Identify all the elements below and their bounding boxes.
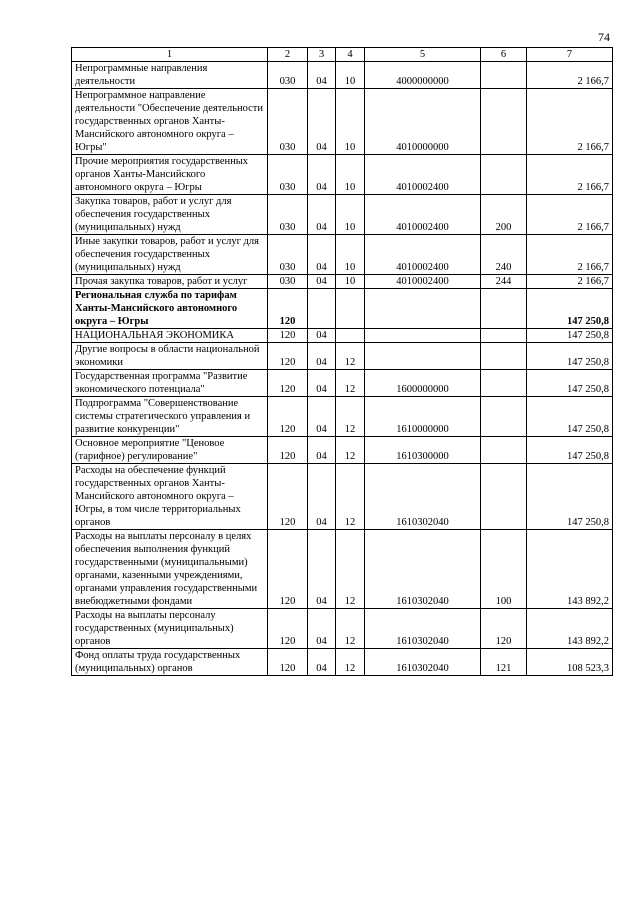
row-expense-type: [481, 89, 527, 155]
row-section-code: 04: [308, 609, 336, 649]
row-name: Иные закупки товаров, работ и услуг для обеспечения государственных (муниципальных) нужд: [72, 235, 268, 275]
budget-table: [71, 47, 613, 676]
row-name: Региональная служба по тарифам Ханты-Мансийского автономного округа – Югры: [72, 289, 268, 329]
row-section-code: 04: [308, 89, 336, 155]
row-expense-type: [481, 343, 527, 370]
row-section-code: 04: [308, 343, 336, 370]
row-amount: 147 250,8: [527, 329, 613, 343]
row-target-item: 4010002400: [365, 155, 481, 195]
table-row: [72, 397, 613, 437]
row-target-item: 4010002400: [365, 235, 481, 275]
row-ministry-code: 120: [268, 609, 308, 649]
row-section-code: 04: [308, 155, 336, 195]
row-ministry-code: 030: [268, 235, 308, 275]
header-row: [72, 48, 613, 62]
row-subsection-code: [336, 329, 365, 343]
row-target-item: 4010002400: [365, 195, 481, 235]
row-section-code: 04: [308, 62, 336, 89]
row-subsection-code: 12: [336, 649, 365, 676]
row-expense-type: 121: [481, 649, 527, 676]
row-expense-type: [481, 464, 527, 530]
row-target-item: 4010002400: [365, 275, 481, 289]
row-expense-type: 244: [481, 275, 527, 289]
row-subsection-code: 10: [336, 195, 365, 235]
row-target-item: 1610302040: [365, 530, 481, 609]
row-ministry-code: 120: [268, 289, 308, 329]
table-row: [72, 275, 613, 289]
table-row: [72, 195, 613, 235]
row-section-code: 04: [308, 464, 336, 530]
table-row: [72, 609, 613, 649]
row-ministry-code: 120: [268, 397, 308, 437]
row-amount: 147 250,8: [527, 343, 613, 370]
row-expense-type: [481, 155, 527, 195]
row-amount: 108 523,3: [527, 649, 613, 676]
row-target-item: 4010000000: [365, 89, 481, 155]
table-row: [72, 155, 613, 195]
row-target-item: 1600000000: [365, 370, 481, 397]
row-expense-type: [481, 370, 527, 397]
row-subsection-code: 10: [336, 235, 365, 275]
row-name: Расходы на выплаты персоналу государственных (муниципальных) органов: [72, 609, 268, 649]
row-section-code: 04: [308, 437, 336, 464]
table-row: [72, 343, 613, 370]
row-ministry-code: 030: [268, 195, 308, 235]
row-name: Фонд оплаты труда государственных (муниципальных) органов: [72, 649, 268, 676]
col-header-4: 4: [336, 48, 365, 62]
row-section-code: 04: [308, 530, 336, 609]
row-section-code: 04: [308, 275, 336, 289]
table-row: [72, 62, 613, 89]
row-section-code: 04: [308, 370, 336, 397]
row-target-item: [365, 329, 481, 343]
table-row: [72, 530, 613, 609]
row-ministry-code: 030: [268, 89, 308, 155]
row-section-code: 04: [308, 397, 336, 437]
row-amount: 2 166,7: [527, 89, 613, 155]
row-ministry-code: 120: [268, 464, 308, 530]
row-subsection-code: 10: [336, 62, 365, 89]
row-name: Расходы на обеспечение функций государственных органов Ханты-Мансийского автономного округа – Югры, в том числе территориальных органов: [72, 464, 268, 530]
row-expense-type: 200: [481, 195, 527, 235]
row-subsection-code: 12: [336, 343, 365, 370]
row-expense-type: 120: [481, 609, 527, 649]
row-section-code: 04: [308, 235, 336, 275]
row-target-item: 1610300000: [365, 437, 481, 464]
row-amount: 2 166,7: [527, 62, 613, 89]
table-row: [72, 649, 613, 676]
row-name: НАЦИОНАЛЬНАЯ ЭКОНОМИКА: [72, 329, 268, 343]
row-subsection-code: 12: [336, 609, 365, 649]
row-expense-type: [481, 62, 527, 89]
row-ministry-code: 120: [268, 530, 308, 609]
row-name: Основное мероприятие "Ценовое (тарифное) регулирование": [72, 437, 268, 464]
row-subsection-code: 10: [336, 89, 365, 155]
row-amount: 147 250,8: [527, 464, 613, 530]
row-subsection-code: 12: [336, 397, 365, 437]
row-name: Государственная программа "Развитие экономического потенциала": [72, 370, 268, 397]
row-amount: 2 166,7: [527, 235, 613, 275]
page-number: 74: [598, 30, 610, 44]
row-amount: 143 892,2: [527, 530, 613, 609]
table-row: [72, 370, 613, 397]
row-amount: 2 166,7: [527, 275, 613, 289]
row-subsection-code: 12: [336, 370, 365, 397]
row-ministry-code: 120: [268, 370, 308, 397]
row-ministry-code: 030: [268, 62, 308, 89]
row-ministry-code: 120: [268, 329, 308, 343]
table-row: [72, 329, 613, 343]
row-expense-type: [481, 397, 527, 437]
row-target-item: 1610302040: [365, 649, 481, 676]
row-ministry-code: 030: [268, 155, 308, 195]
row-expense-type: [481, 437, 527, 464]
table-row: [72, 437, 613, 464]
row-name: Расходы на выплаты персоналу в целях обеспечения выполнения функций государственными (муниципальными) органами, казенными учреждениями, органами управления государственными внебюджетными фондами: [72, 530, 268, 609]
row-target-item: 4000000000: [365, 62, 481, 89]
col-header-2: 2: [268, 48, 308, 62]
row-section-code: 04: [308, 195, 336, 235]
row-amount: 2 166,7: [527, 155, 613, 195]
row-name: Другие вопросы в области национальной экономики: [72, 343, 268, 370]
row-amount: 147 250,8: [527, 370, 613, 397]
table-row: [72, 289, 613, 329]
row-target-item: 1610302040: [365, 464, 481, 530]
col-header-5: 5: [365, 48, 481, 62]
row-name: Закупка товаров, работ и услуг для обеспечения государственных (муниципальных) нужд: [72, 195, 268, 235]
col-header-3: 3: [308, 48, 336, 62]
table-row: [72, 464, 613, 530]
row-section-code: [308, 289, 336, 329]
row-amount: 147 250,8: [527, 289, 613, 329]
table-row: [72, 89, 613, 155]
row-amount: 2 166,7: [527, 195, 613, 235]
row-subsection-code: [336, 289, 365, 329]
row-expense-type: [481, 329, 527, 343]
row-ministry-code: 120: [268, 649, 308, 676]
row-subsection-code: 10: [336, 155, 365, 195]
row-amount: 147 250,8: [527, 437, 613, 464]
col-header-6: 6: [481, 48, 527, 62]
row-subsection-code: 12: [336, 464, 365, 530]
row-target-item: [365, 343, 481, 370]
row-ministry-code: 120: [268, 437, 308, 464]
row-section-code: 04: [308, 329, 336, 343]
col-header-7: 7: [527, 48, 613, 62]
row-ministry-code: 030: [268, 275, 308, 289]
table-row: [72, 235, 613, 275]
row-amount: 147 250,8: [527, 397, 613, 437]
col-header-1: 1: [72, 48, 268, 62]
row-subsection-code: 12: [336, 437, 365, 464]
row-expense-type: 240: [481, 235, 527, 275]
row-ministry-code: 120: [268, 343, 308, 370]
row-name: Непрограммное направление деятельности "Обеспечение деятельности государственных органов Ханты-Мансийского автономного округа – Югры": [72, 89, 268, 155]
row-name: Прочие мероприятия государственных органов Ханты-Мансийского автономного округа – Югры: [72, 155, 268, 195]
row-subsection-code: 10: [336, 275, 365, 289]
row-name: Подпрограмма "Совершенствование системы стратегического управления и развитие конкуренции": [72, 397, 268, 437]
row-subsection-code: 12: [336, 530, 365, 609]
row-target-item: [365, 289, 481, 329]
row-name: Непрограммные направления деятельности: [72, 62, 268, 89]
row-amount: 143 892,2: [527, 609, 613, 649]
row-target-item: 1610000000: [365, 397, 481, 437]
row-expense-type: 100: [481, 530, 527, 609]
row-expense-type: [481, 289, 527, 329]
row-section-code: 04: [308, 649, 336, 676]
row-target-item: 1610302040: [365, 609, 481, 649]
row-name: Прочая закупка товаров, работ и услуг: [72, 275, 268, 289]
